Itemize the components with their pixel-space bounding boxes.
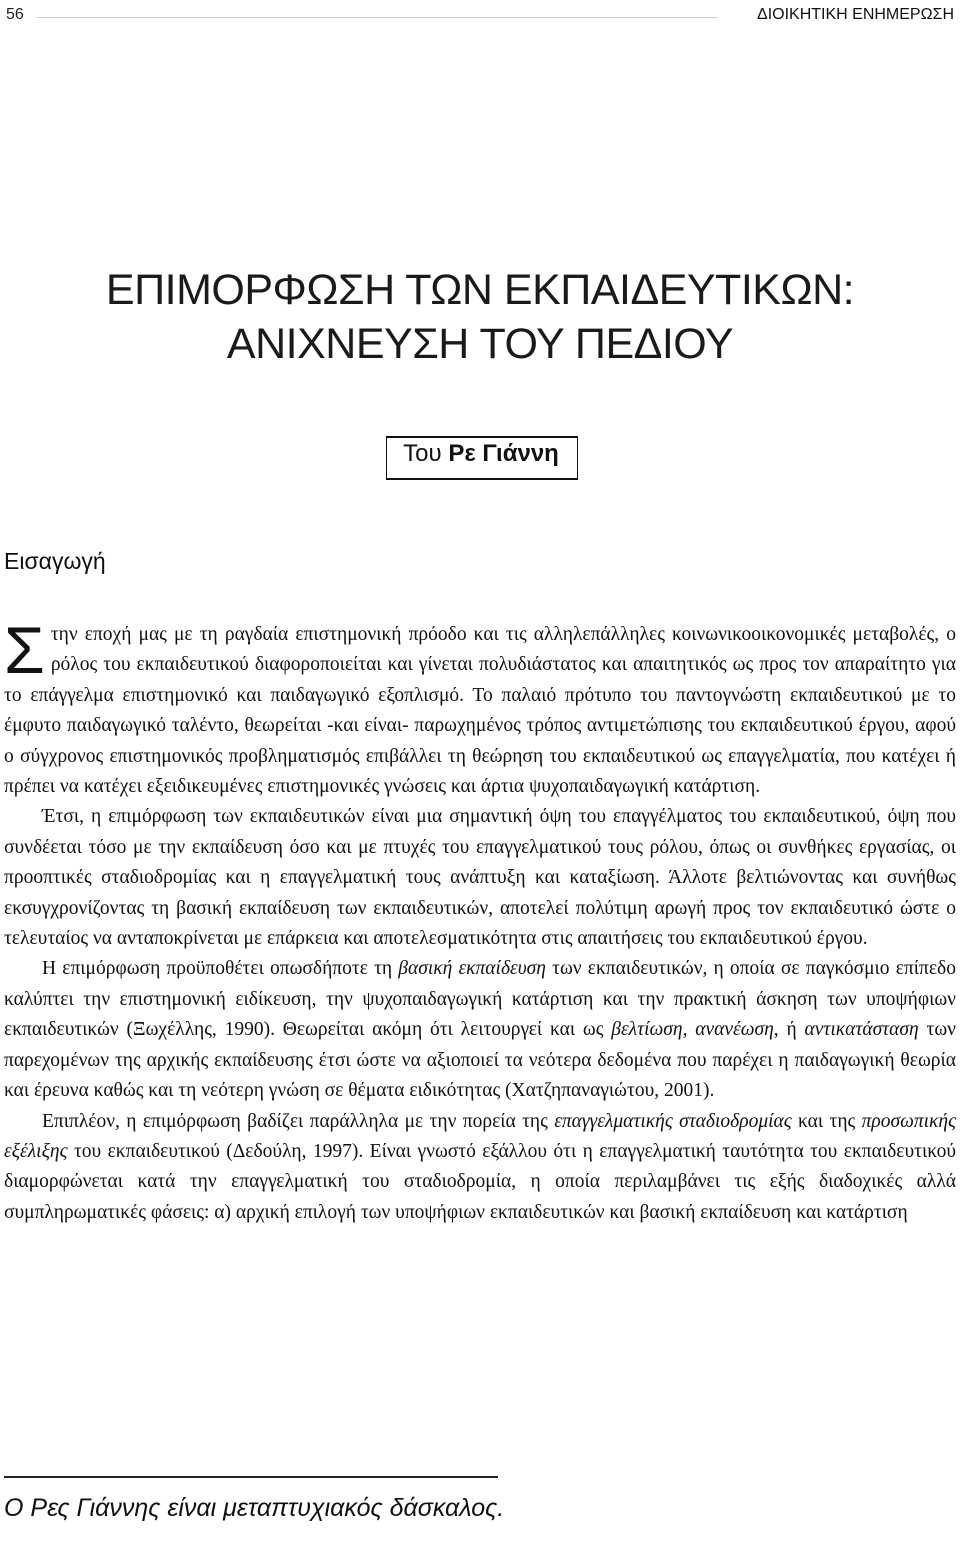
paragraph-1-text: την εποχή μας με τη ραγδαία επιστημονική πρόοδο και τις αλληλεπάλληλες κοινωνικοοικονομικές μεταβολές, ο ρόλος του εκπαιδευτικού διαφοροποιείται και γίνεται πολυδιάστατος και απαιτητικός ως προς τον απαραίτητο για το επάγγελμα επιστημονικό και παιδαγωγικό εξοπλισμό. Το παλαιό πρότυπο του παντογνώστη εκπαιδευτικού με το έμφυτο παιδαγωγικό ταλέντο, θεωρείται -και είναι- παρωχημένος τρόπος αντιμετώπισης του εκπαιδευτικού έργου, αφού ο σύγχρονος επιστημονικός προβληματισμός επιβάλλει τη θεώρηση του εκπαιδευτικού ως επαγγελματία, που κατέχει ή πρέπει να κατέχει εξειδικευμένες επιστημονικές γνώσεις και άρτια ψυχοπαιδαγωγική κατάρτιση. — [4, 624, 956, 798]
paragraph-4-part: και της — [791, 1110, 862, 1132]
article-body — [4, 613, 957, 1228]
emphasis-professional-career: επαγγελματικής σταδιοδρομίας — [554, 1110, 792, 1132]
byline-prefix: Του — [403, 440, 442, 467]
emphasis-personal-development: προσωπικής εξέλιξης — [4, 1110, 957, 1162]
title-line-1: ΕΠΙΜΟΡΦΩΣΗ ΤΩΝ ΕΚΠΑΙΔΕΥΤΙΚΩΝ: — [105, 266, 855, 314]
emphasis-improvement: βελτίωση, ανανέωση — [611, 1019, 774, 1041]
paragraph-4 — [4, 1107, 956, 1229]
title-line-2: ΑΝΙΧΝΕΥΣΗ ΤΟΥ ΠΕΔΙΟΥ — [226, 320, 734, 368]
paragraph-3 — [4, 954, 956, 1106]
page-header — [6, 6, 954, 28]
footnote-rule — [4, 1476, 498, 1478]
author-footnote: Ο Ρες Γιάννης είναι μεταπτυχιακός δάσκαλος. — [4, 1494, 505, 1522]
paragraph-4-part: Επιπλέον, η επιμόρφωση βαδίζει παράλληλα με την πορεία της — [42, 1110, 555, 1132]
drop-cap: Σ — [4, 613, 45, 687]
section-heading: Εισαγωγή — [4, 548, 106, 574]
page-number: 56 — [6, 6, 24, 23]
paragraph-4-part: του εκπαιδευτικού (Δεδούλη, 1997). Είναι γνωστό εξάλλου ότι η επαγγελματική ταυτότητα του εκπαιδευτικού διαμορφώνεται κατά την επαγγελματική του σταδιοδρομία, η οποία περιλαμβάνει τις εξής διαδοχικές αλλά συμπληρωματικές φάσεις: α) αρχική επιλογή των υποψήφιων εκπαιδευτικών και βασική εκπαίδευση και κατάρτιση — [4, 1140, 956, 1223]
emphasis-replacement: αντικατάσταση — [804, 1019, 919, 1041]
paragraph-3-part: των εκπαιδευτικών, η οποία σε παγκόσμιο επίπεδο καλύπτει την επιστημονική ειδίκευση, την ψυχοπαιδαγωγική κατάρτιση και την πρακτική άσκηση των υποψήφιων εκπαιδευτικών (Ξωχέλλης, 1990). Θεωρείται ακόμη ότι λειτουργεί και ως — [4, 958, 956, 1041]
paragraph-3-part: των παρεχομένων της αρχικής εκπαίδευσης έτσι ώστε να αξιοποιεί τα νεότερα δεδομένα που παρέχει η παιδαγωγική θεωρία και έρευνα καθώς και τη νεότερη γνώση σε θέματα ειδικότητας (Χατζηπαναγιώτου, 2001). — [4, 1019, 956, 1102]
journal-name: ΔΙΟΙΚΗΤΙΚΗ ΕΝΗΜΕΡΩΣΗ — [757, 6, 954, 23]
paragraph-3-part: Η επιμόρφωση προϋποθέτει οπωσδήποτε τη — [42, 958, 399, 980]
emphasis-basic-education: βασική εκπαίδευση — [398, 958, 546, 980]
article-title — [0, 263, 960, 371]
header-rule — [36, 17, 718, 18]
paragraph-2: Έτσι, η επιμόρφωση των εκπαιδευτικών είναι μια σημαντική όψη του επαγγέλματος του εκπαιδευτικού, όψη που συνδέεται τόσο με την εκπαίδευση όσο και με πτυχές του επαγγελματικού τους ρόλου, όπως οι συνθήκες εργασίας, οι προοπτικές σταδιοδρομίας και η επαγγελματική τους ανάπτυξη και καταξίωση. Άλλοτε βελτιώνοντας και συνήθως εκσυγχρονίζοντας τη βασική εκπαίδευση των εκπαιδευτικών, αποτελεί πολύτιμη αρωγή προς τον εκπαιδευτικό ώστε ο τελευταίος να ανταποκρίνεται με επάρκεια και αποτελεσματικότητα στις απαιτήσεις του εκπαιδευτικού έργου. — [4, 806, 956, 950]
byline — [386, 440, 576, 468]
byline-author: Ρε Γιάννη — [448, 440, 559, 467]
paragraph-1 — [4, 613, 956, 802]
paragraph-3-part: , ή — [773, 1019, 805, 1041]
